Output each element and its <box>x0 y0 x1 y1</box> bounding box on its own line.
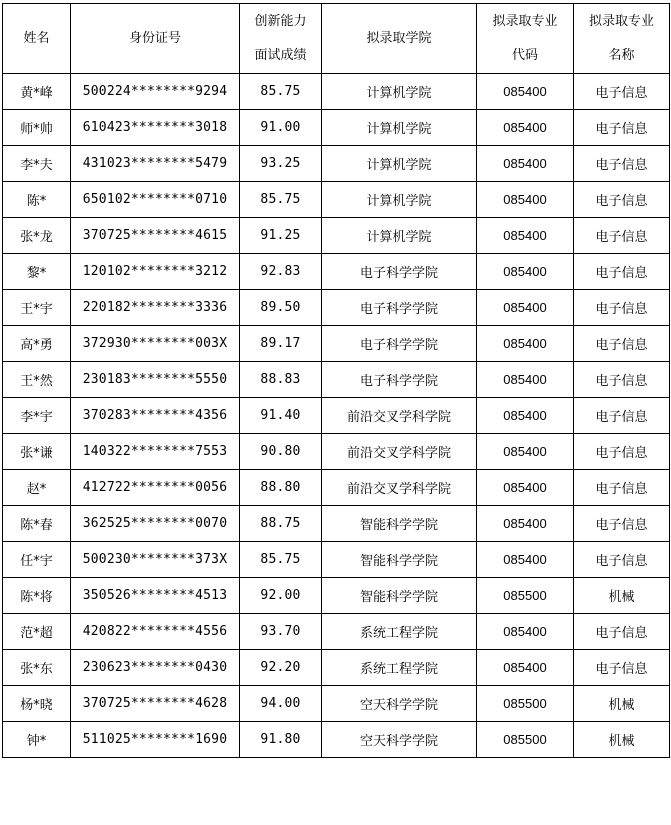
cell-id-number: 420822********4556 <box>71 614 240 650</box>
cell-major-code: 085400 <box>477 362 574 398</box>
cell-major-name: 电子信息 <box>574 254 670 290</box>
cell-college: 智能科学学院 <box>322 542 477 578</box>
cell-score: 91.80 <box>240 722 322 758</box>
cell-major-code: 085400 <box>477 614 574 650</box>
table-row <box>3 218 670 254</box>
cell-college: 空天科学学院 <box>322 722 477 758</box>
cell-id-number: 511025********1690 <box>71 722 240 758</box>
cell-score: 92.83 <box>240 254 322 290</box>
cell-college: 计算机学院 <box>322 218 477 254</box>
cell-score: 92.00 <box>240 578 322 614</box>
cell-id-number: 370283********4356 <box>71 398 240 434</box>
header-major-code-line2: 代码 <box>511 47 538 63</box>
cell-college: 系统工程学院 <box>322 614 477 650</box>
cell-college: 计算机学院 <box>322 110 477 146</box>
cell-id-number: 650102********0710 <box>71 182 240 218</box>
cell-college: 空天科学学院 <box>322 686 477 722</box>
cell-name: 王*宇 <box>3 290 71 326</box>
cell-score: 88.80 <box>240 470 322 506</box>
cell-id-number: 431023********5479 <box>71 146 240 182</box>
cell-major-code: 085400 <box>477 470 574 506</box>
cell-id-number: 412722********0056 <box>71 470 240 506</box>
cell-college: 电子科学学院 <box>322 254 477 290</box>
table-header <box>3 4 670 74</box>
table-row <box>3 254 670 290</box>
cell-major-code: 085400 <box>477 326 574 362</box>
header-college: 拟录取学院 <box>322 4 477 74</box>
header-major-code <box>477 4 574 74</box>
table-row <box>3 434 670 470</box>
cell-name: 师*帅 <box>3 110 71 146</box>
cell-major-code: 085400 <box>477 182 574 218</box>
cell-major-name: 电子信息 <box>574 290 670 326</box>
cell-id-number: 370725********4615 <box>71 218 240 254</box>
cell-college: 智能科学学院 <box>322 578 477 614</box>
cell-major-code: 085400 <box>477 218 574 254</box>
table-row <box>3 614 670 650</box>
table-row <box>3 470 670 506</box>
cell-id-number: 500224********9294 <box>71 74 240 110</box>
cell-major-code: 085400 <box>477 650 574 686</box>
header-id-number: 身份证号 <box>71 4 240 74</box>
cell-name: 钟* <box>3 722 71 758</box>
table-row <box>3 686 670 722</box>
table-row <box>3 326 670 362</box>
cell-major-name: 电子信息 <box>574 542 670 578</box>
cell-major-code: 085400 <box>477 110 574 146</box>
cell-major-name: 电子信息 <box>574 362 670 398</box>
cell-score: 85.75 <box>240 182 322 218</box>
cell-major-code: 085400 <box>477 254 574 290</box>
cell-id-number: 370725********4628 <box>71 686 240 722</box>
cell-college: 前沿交叉学科学院 <box>322 470 477 506</box>
cell-major-name: 机械 <box>574 722 670 758</box>
cell-name: 陈*春 <box>3 506 71 542</box>
cell-major-code: 085400 <box>477 434 574 470</box>
cell-college: 电子科学学院 <box>322 362 477 398</box>
cell-name: 李*宇 <box>3 398 71 434</box>
cell-major-name: 电子信息 <box>574 74 670 110</box>
cell-major-code: 085400 <box>477 506 574 542</box>
cell-score: 85.75 <box>240 74 322 110</box>
cell-college: 智能科学学院 <box>322 506 477 542</box>
cell-name: 陈*将 <box>3 578 71 614</box>
cell-score: 88.83 <box>240 362 322 398</box>
table-row <box>3 722 670 758</box>
cell-name: 任*宇 <box>3 542 71 578</box>
cell-major-name: 电子信息 <box>574 650 670 686</box>
cell-id-number: 230623********0430 <box>71 650 240 686</box>
cell-id-number: 500230********373X <box>71 542 240 578</box>
cell-name: 张*东 <box>3 650 71 686</box>
cell-id-number: 372930********003X <box>71 326 240 362</box>
header-score-line1: 创新能力 <box>254 13 307 29</box>
cell-major-code: 085400 <box>477 290 574 326</box>
cell-score: 91.00 <box>240 110 322 146</box>
cell-college: 电子科学学院 <box>322 326 477 362</box>
cell-id-number: 610423********3018 <box>71 110 240 146</box>
cell-college: 计算机学院 <box>322 74 477 110</box>
cell-major-code: 085400 <box>477 74 574 110</box>
table-row <box>3 362 670 398</box>
cell-id-number: 120102********3212 <box>71 254 240 290</box>
cell-score: 93.70 <box>240 614 322 650</box>
table-body <box>3 74 670 758</box>
cell-id-number: 230183********5550 <box>71 362 240 398</box>
table-row <box>3 542 670 578</box>
header-score <box>240 4 322 74</box>
cell-major-name: 机械 <box>574 686 670 722</box>
table-row <box>3 398 670 434</box>
cell-major-code: 085400 <box>477 146 574 182</box>
cell-id-number: 350526********4513 <box>71 578 240 614</box>
header-major-name-line2: 名称 <box>608 47 635 63</box>
cell-name: 杨*晓 <box>3 686 71 722</box>
cell-name: 张*龙 <box>3 218 71 254</box>
cell-major-code: 085500 <box>477 686 574 722</box>
cell-college: 前沿交叉学科学院 <box>322 398 477 434</box>
cell-name: 黎* <box>3 254 71 290</box>
admission-list-table <box>2 3 670 758</box>
cell-name: 李*夫 <box>3 146 71 182</box>
cell-major-name: 电子信息 <box>574 434 670 470</box>
cell-college: 系统工程学院 <box>322 650 477 686</box>
cell-score: 91.25 <box>240 218 322 254</box>
header-major-name <box>574 4 670 74</box>
cell-name: 赵* <box>3 470 71 506</box>
cell-score: 91.40 <box>240 398 322 434</box>
cell-major-code: 085500 <box>477 722 574 758</box>
table-row <box>3 578 670 614</box>
cell-major-name: 电子信息 <box>574 218 670 254</box>
cell-major-name: 机械 <box>574 578 670 614</box>
header-score-line2: 面试成绩 <box>254 47 307 63</box>
cell-major-name: 电子信息 <box>574 146 670 182</box>
cell-name: 黄*峰 <box>3 74 71 110</box>
cell-id-number: 362525********0070 <box>71 506 240 542</box>
header-name: 姓名 <box>3 4 71 74</box>
table-row <box>3 506 670 542</box>
cell-major-code: 085400 <box>477 542 574 578</box>
header-major-name-line1: 拟录取专业 <box>588 13 654 29</box>
cell-name: 高*勇 <box>3 326 71 362</box>
cell-college: 前沿交叉学科学院 <box>322 434 477 470</box>
cell-name: 王*然 <box>3 362 71 398</box>
header-row <box>3 4 670 74</box>
cell-score: 89.50 <box>240 290 322 326</box>
cell-name: 陈* <box>3 182 71 218</box>
cell-score: 92.20 <box>240 650 322 686</box>
cell-score: 89.17 <box>240 326 322 362</box>
cell-major-name: 电子信息 <box>574 398 670 434</box>
table-row <box>3 110 670 146</box>
cell-major-code: 085500 <box>477 578 574 614</box>
cell-name: 张*谦 <box>3 434 71 470</box>
cell-score: 93.25 <box>240 146 322 182</box>
header-major-code-line1: 拟录取专业 <box>492 13 558 29</box>
cell-college: 计算机学院 <box>322 146 477 182</box>
cell-major-name: 电子信息 <box>574 470 670 506</box>
cell-score: 88.75 <box>240 506 322 542</box>
table-row <box>3 290 670 326</box>
cell-major-name: 电子信息 <box>574 182 670 218</box>
cell-score: 94.00 <box>240 686 322 722</box>
cell-score: 85.75 <box>240 542 322 578</box>
table-row <box>3 650 670 686</box>
cell-major-name: 电子信息 <box>574 326 670 362</box>
table-row <box>3 74 670 110</box>
cell-name: 范*超 <box>3 614 71 650</box>
table-row <box>3 182 670 218</box>
cell-major-code: 085400 <box>477 398 574 434</box>
table-row <box>3 146 670 182</box>
cell-college: 计算机学院 <box>322 182 477 218</box>
cell-college: 电子科学学院 <box>322 290 477 326</box>
cell-major-name: 电子信息 <box>574 506 670 542</box>
cell-id-number: 140322********7553 <box>71 434 240 470</box>
cell-id-number: 220182********3336 <box>71 290 240 326</box>
cell-score: 90.80 <box>240 434 322 470</box>
cell-major-name: 电子信息 <box>574 110 670 146</box>
cell-major-name: 电子信息 <box>574 614 670 650</box>
